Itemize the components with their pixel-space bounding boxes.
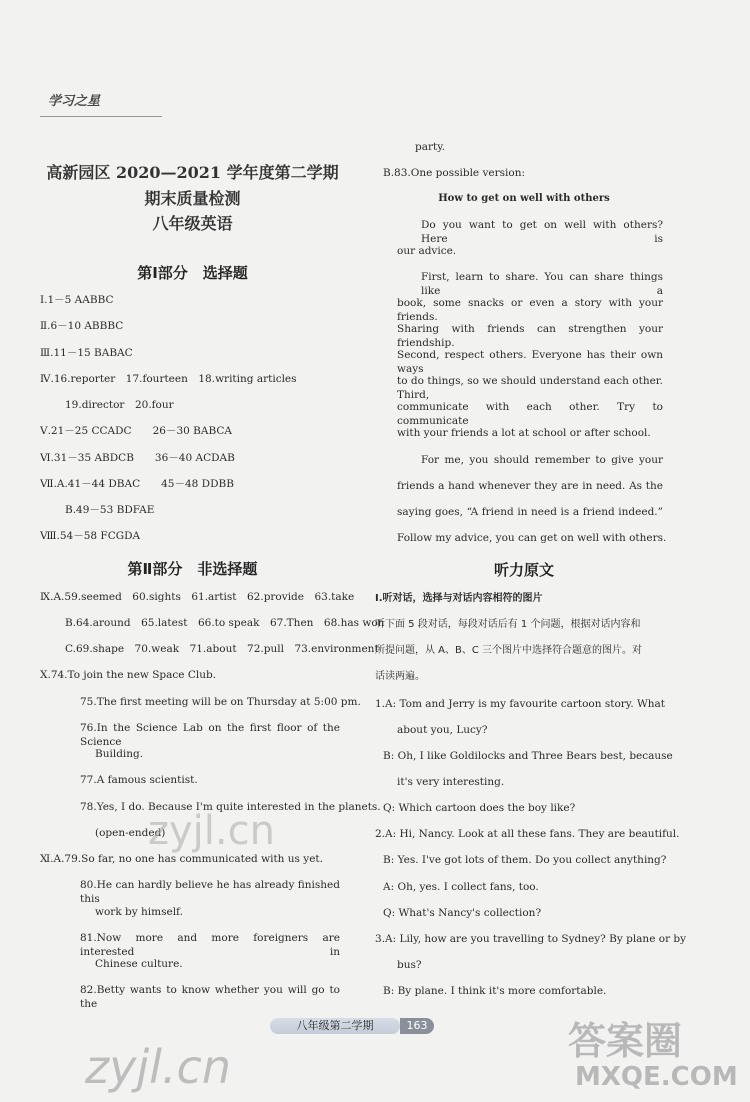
- essay-line: Sharing with friends can strengthen your friendship.: [397, 323, 663, 349]
- answer-line: 78.Yes, I do. Because I'm quite interested in the planets.: [80, 801, 381, 813]
- essay-line: First, learn to share. You can share things like a: [421, 271, 663, 297]
- answer-line: Ⅺ.A.79.So far, no one has communicated with us yet.: [40, 853, 323, 865]
- dialog-line: B: Oh, I like Goldilocks and Three Bears best, because: [383, 750, 673, 762]
- answer-line: 75.The first meeting will be on Thursday at 5:00 pm.: [80, 696, 361, 708]
- essay-line: communicate with each other. Try to communicate: [397, 401, 663, 427]
- exam-subtitle: 期末质量检测: [144, 189, 241, 208]
- dialog-line: bus?: [397, 959, 422, 971]
- answer-line: B.64.around 65.latest 66.to speak 67.Then 68.has won: [65, 617, 385, 629]
- answer-line: 82.Betty wants to know whether you will go to the: [80, 984, 340, 1010]
- answer-line: Ⅷ.54－58 FCGDA: [40, 530, 141, 542]
- dialog-line: A: Oh, yes. I collect fans, too.: [383, 881, 539, 893]
- answer-line: Ⅹ.74.To join the new Space Club.: [40, 669, 217, 681]
- answer-line: 19.director 20.four: [65, 399, 174, 411]
- exam-grade: 八年级英语: [152, 214, 233, 233]
- essay-line: our advice.: [397, 245, 457, 257]
- answer-line: 80.He can hardly believe he has already finished this: [80, 879, 340, 905]
- watermark-bottom-left: zyjl.cn: [85, 1040, 231, 1094]
- answer-line: B.83.One possible version:: [383, 167, 526, 179]
- essay-line: book, some snacks or even a story with your friends.: [397, 297, 663, 323]
- answer-line: Ⅰ.1－5 AABBC: [40, 294, 114, 306]
- dialog-line: Q: Which cartoon does the boy like?: [383, 802, 576, 814]
- watermark-url: MXQE.COM: [575, 1062, 738, 1092]
- dialog-line: 1.A: Tom and Jerry is my favourite cartoon story. What: [375, 698, 666, 710]
- dialog-line: 2.A: Hi, Nancy. Look at all these fans. They are beautiful.: [375, 828, 680, 840]
- answer-line: Ⅳ.16.reporter 17.fourteen 18.writing articles: [40, 373, 297, 385]
- dialog-line: it's very interesting.: [397, 776, 505, 788]
- exam-title: 高新园区 2020—2021 学年度第二学期: [46, 163, 339, 182]
- part1-heading: 第Ⅰ部分 选择题: [137, 264, 248, 282]
- listening-instruction: 听下面 5 段对话，每段对话后有 1 个问题，根据对话内容和: [375, 619, 641, 630]
- essay-line: Follow my advice, you can get on well with others.: [397, 532, 667, 544]
- answer-line: Ⅱ.6－10 ABBBC: [40, 320, 124, 332]
- page-footer: [270, 1014, 440, 1036]
- series-logo: 学习之星: [48, 94, 101, 109]
- answer-line: 76.In the Science Lab on the first floor of the Science: [80, 722, 340, 748]
- watermark-middle: zyjl.cn: [148, 808, 275, 854]
- dialog-line: B: Yes. I've got lots of them. Do you collect anything?: [383, 854, 667, 866]
- dialog-line: Q: What's Nancy's collection?: [383, 907, 542, 919]
- answer-line: Ⅵ.31－35 ABDCB 36－40 ACDAB: [40, 452, 235, 464]
- answer-line: 77.A famous scientist.: [80, 774, 198, 786]
- answer-line: C.69.shape 70.weak 71.about 72.pull 73.environment: [65, 643, 379, 655]
- essay-title: How to get on well with others: [438, 193, 610, 204]
- part2-heading: 第Ⅱ部分 非选择题: [127, 560, 258, 578]
- listening-instruction: 话读两遍。: [375, 671, 425, 682]
- essay-line: Second, respect others. Everyone has their own ways: [397, 349, 663, 375]
- grade-term-label: 八年级第二学期: [270, 1018, 400, 1034]
- answer-line: Building.: [95, 748, 144, 760]
- essay-line: to do things, so we should understand each other. Third,: [397, 375, 663, 401]
- listening-instruction: Ⅰ.听对话，选择与对话内容相符的图片: [375, 593, 543, 604]
- answer-line: Ⅸ.A.59.seemed 60.sights 61.artist 62.provide 63.take: [40, 591, 355, 603]
- answer-line: work by himself.: [95, 906, 183, 918]
- essay-line: friends a hand whenever they are in need. As the: [397, 480, 663, 492]
- essay-line: For me, you should remember to give your: [421, 454, 663, 466]
- answer-line: Ⅶ.A.41－44 DBAC 45－48 DDBB: [40, 478, 234, 490]
- dialog-line: B: By plane. I think it's more comfortable.: [383, 985, 607, 997]
- answer-line: Chinese culture.: [95, 958, 183, 970]
- watermark-stamp: 答案圈: [568, 1019, 683, 1063]
- page-number: 163: [400, 1018, 434, 1034]
- answer-line: party.: [415, 141, 446, 153]
- essay-line: saying goes, “A friend in need is a friend indeed.”: [397, 506, 663, 518]
- listening-instruction: 所提问题，从 A、B、C 三个图片中选择符合题意的图片。对: [375, 645, 643, 656]
- answer-line: Ⅲ.11－15 BABAC: [40, 347, 133, 359]
- essay-line: with your friends a lot at school or after school.: [397, 427, 651, 439]
- answer-line: Ⅴ.21－25 CCADC 26－30 BABCA: [40, 425, 232, 437]
- dialog-line: 3.A: Lily, how are you travelling to Sydney? By plane or by: [375, 933, 687, 945]
- header-rule: [40, 116, 162, 117]
- answer-line: 81.Now more and more foreigners are interested in: [80, 932, 340, 958]
- answer-line: B.49－53 BDFAE: [65, 504, 155, 516]
- listening-heading: 听力原文: [493, 561, 554, 579]
- essay-line: Do you want to get on well with others? Here is: [421, 219, 663, 245]
- dialog-line: about you, Lucy?: [397, 724, 488, 736]
- answer-line: (open-ended): [95, 827, 166, 839]
